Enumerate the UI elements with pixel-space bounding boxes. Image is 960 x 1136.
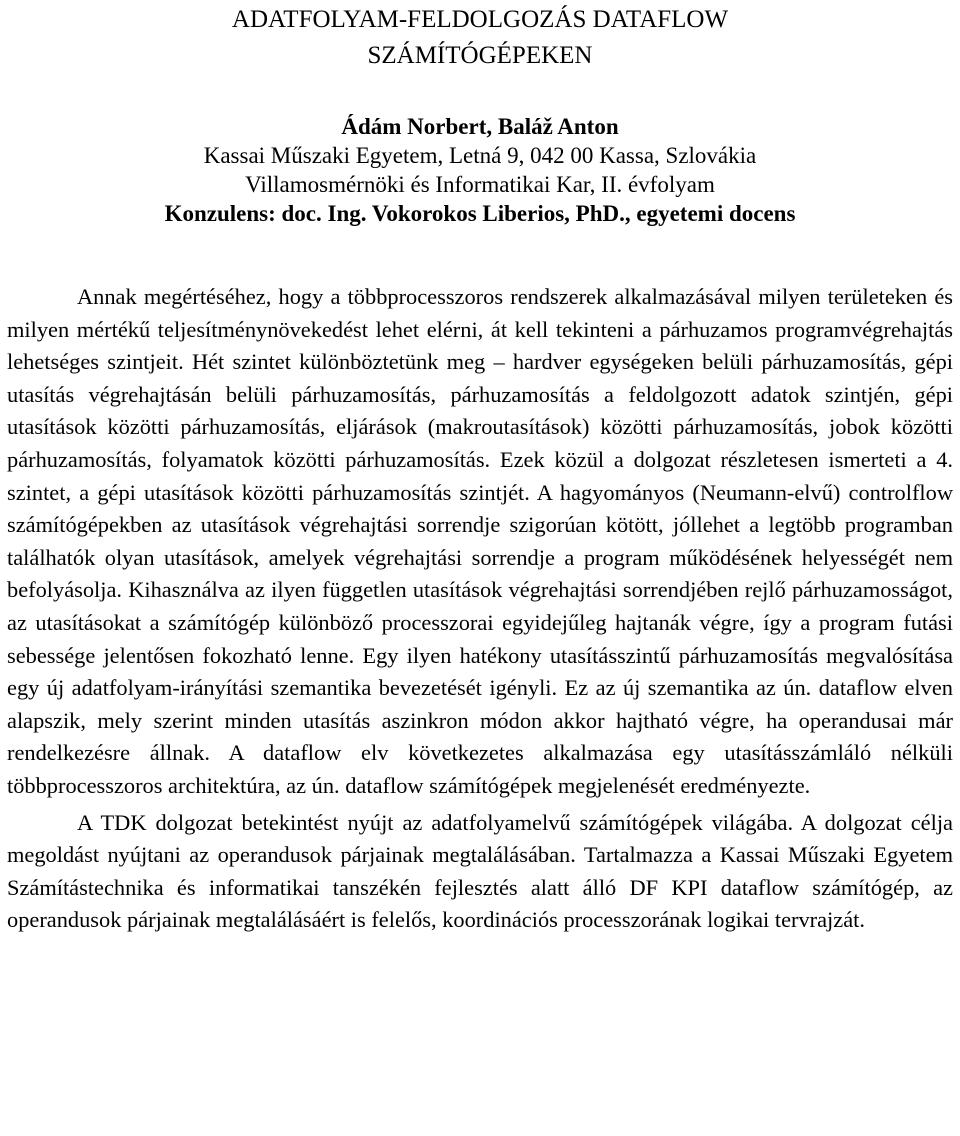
- advisor-role: , egyetemi docens: [624, 201, 796, 226]
- abstract-paragraph-2: A TDK dolgozat betekintést nyújt az adatfolyamelvű számítógépek világába. A dolgozat célja megoldást nyújtani az operandusok párjainak megtalálásában. Tartalmazza a Kassai Műszaki Egyetem Számítástechnika és informatikai tanszékén fejlesztés alatt álló DF KPI dataflow számítógép, az operandusok párjainak megtalálásáért is felelős, koordinációs processzorának logikai tervrajzát.: [7, 809, 953, 933]
- paper-title: [0, 0, 960, 74]
- title-line-2: SZÁMÍTÓGÉPEKEN: [367, 42, 593, 69]
- title-line-1: ADATFOLYAM-FELDOLGOZÁS DATAFLOW: [231, 6, 729, 33]
- author-names: Ádám Norbert, Baláž Anton: [341, 114, 619, 139]
- advisor-name: Konzulens: doc. Ing. Vokorokos Liberios, PhD.: [164, 201, 625, 226]
- author-faculty: Villamosmérnöki és Informatikai Kar, II. évfolyam: [245, 172, 715, 197]
- advisor-line: [0, 199, 960, 228]
- abstract-body: [7, 281, 953, 937]
- author-block: [0, 112, 960, 228]
- abstract-paragraph-1: Annak megértéséhez, hogy a többprocesszoros rendszerek alkalmazásával milyen területeken és milyen mértékű teljesítménynövekedést lehet elérni, át kell tekinteni a párhuzamos programvégrehajtás lehetséges szintjeit. Hét szintet különböztetünk meg – hardver egységeken belüli párhuzamosítás, gépi utasítás végrehajtásán belüli párhuzamosítás, párhuzamosítás a feldolgozott adatok szintjén, gépi utasítások közötti párhuzamosítás, eljárások (makroutasítások) közötti párhuzamosítás, jobok közötti párhuzamosítás, folyamatok közötti párhuzamosítás. Ezek közül a dolgozat részletesen ismerteti a 4. szintet, a gépi utasítások közötti párhuzamosítás szintjét. A hagyományos (Neumann-elvű) controlflow számítógépekben az utasítások végrehajtási sorrendje szigorúan kötött, jóllehet a legtöbb programban találhatók olyan utasítások, amelyek végrehajtási sorrendje a program működésének helyességét nem befolyásolja. Kihasználva az ilyen független utasítások végrehajtási sorrendjében rejlő párhuzamosságot, az utasításokat a számítógép különböző processzorai egyidejűleg hajtanák végre, így a program futási sebessége jelentősen fokozható lenne. Egy ilyen hatékony utasításszintű párhuzamosítás megvalósítása egy új adatfolyam-irányítási szemantika bevezetését igényli. Ez az új szemantika az ún. dataflow elven alapszik, mely szerint minden utasítás aszinkron módon akkor hajtható végre, ha operandusai már rendelkezésre állnak. A dataflow elv következetes alkalmazása egy utasításszámláló nélküli többprocesszoros architektúra, az ún. dataflow számítógépek megjelenését eredményezte.: [7, 284, 953, 798]
- author-affiliation: Kassai Műszaki Egyetem, Letná 9, 042 00 Kassa, Szlovákia: [203, 143, 757, 168]
